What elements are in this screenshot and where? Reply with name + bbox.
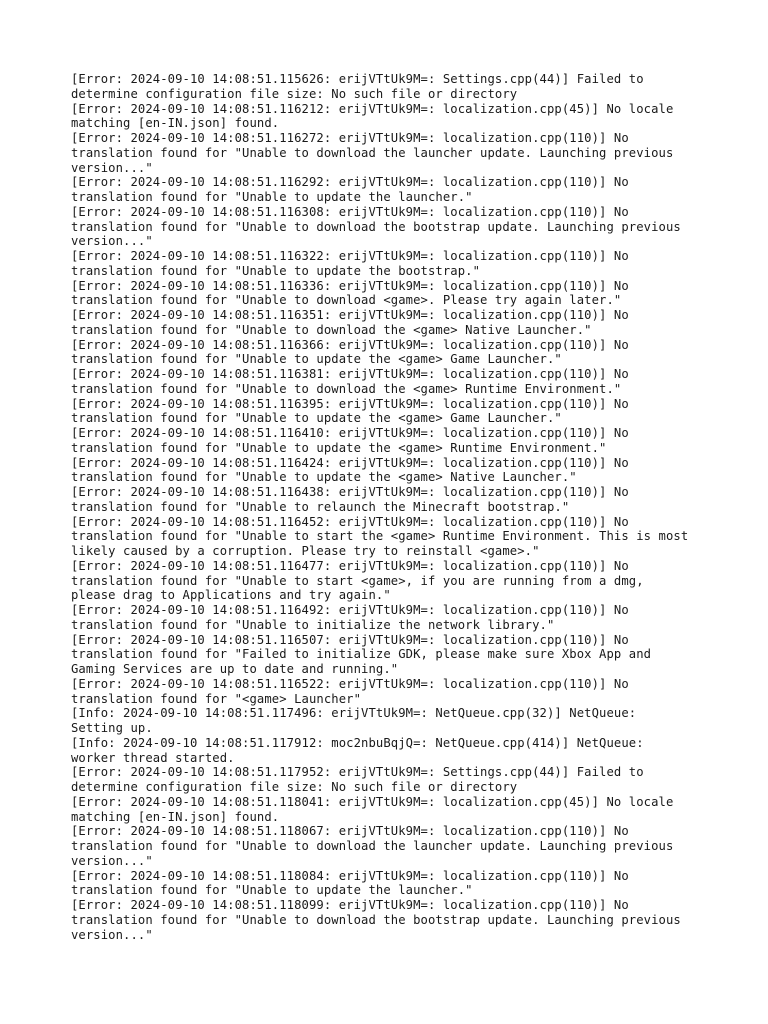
log-entry: [Error: 2024-09-10 14:08:51.118067: erijVTtUk9M=: localization.cpp(110)] No translation found for "Unable to download the launcher update. Launching previous version..." [71,824,674,868]
log-document [71,72,711,942]
log-entry: [Error: 2024-09-10 14:08:51.116351: erijVTtUk9M=: localization.cpp(110)] No translation found for "Unable to download the <game> Native Launcher." [71,308,629,337]
log-entry: [Error: 2024-09-10 14:08:51.116477: erijVTtUk9M=: localization.cpp(110)] No translation found for "Unable to start <game>, if you are running from a dmg, please drag to Applications and try again." [71,558,644,603]
log-entry: [Error: 2024-09-10 14:08:51.116452: erijVTtUk9M=: localization.cpp(110)] No translation found for "Unable to start the <game> Runtime Environment. This is most likely caused by a corruption. Please try to reinstall <game>." [71,514,689,558]
log-entry: [Error: 2024-09-10 14:08:51.116410: erijVTtUk9M=: localization.cpp(110)] No translation found for "Unable to update the <game> Runtime Environment." [71,426,629,455]
log-entry: [Error: 2024-09-10 14:08:51.116522: erijVTtUk9M=: localization.cpp(110)] No translation found for "<game> Launcher" [71,676,629,706]
log-entry: [Error: 2024-09-10 14:08:51.116424: erijVTtUk9M=: localization.cpp(110)] No translation found for "Unable to update the <game> Native Launcher." [71,455,629,485]
log-entry: [Error: 2024-09-10 14:08:51.116336: erijVTtUk9M=: localization.cpp(110)] No translation found for "Unable to download <game>. Please try again later." [71,278,629,308]
log-entry: [Error: 2024-09-10 14:08:51.116322: erijVTtUk9M=: localization.cpp(110)] No translation found for "Unable to update the bootstrap." [71,249,629,278]
log-entry: [Info: 2024-09-10 14:08:51.117912: moc2nbuBqjQ=: NetQueue.cpp(414)] NetQueue: worker thread started. [71,735,644,765]
log-entry: [Info: 2024-09-10 14:08:51.117496: erijVTtUk9M=: NetQueue.cpp(32)] NetQueue: Setting up. [71,706,637,735]
log-entry: [Error: 2024-09-10 14:08:51.116308: erijVTtUk9M=: localization.cpp(110)] No translation found for "Unable to download the bootstrap update. Launching previous version..." [71,204,681,249]
log-entry: [Error: 2024-09-10 14:08:51.116292: erijVTtUk9M=: localization.cpp(110)] No translation found for "Unable to update the launcher." [71,175,629,204]
log-entry: [Error: 2024-09-10 14:08:51.118099: erijVTtUk9M=: localization.cpp(110)] No translation found for "Unable to download the bootstrap update. Launching previous version..." [71,898,681,942]
log-entry: [Error: 2024-09-10 14:08:51.118041: erijVTtUk9M=: localization.cpp(45)] No locale matching [en-IN.json] found. [71,794,674,824]
log-entry: [Error: 2024-09-10 14:08:51.116492: erijVTtUk9M=: localization.cpp(110)] No translation found for "Unable to initialize the network library." [71,603,629,632]
log-entry: [Error: 2024-09-10 14:08:51.116395: erijVTtUk9M=: localization.cpp(110)] No translation found for "Unable to update the <game> Game Launcher." [71,396,629,426]
log-entry: [Error: 2024-09-10 14:08:51.117952: erijVTtUk9M=: Settings.cpp(44)] Failed to determine configuration file size: No such file or directory [71,765,644,794]
log-entry: [Error: 2024-09-10 14:08:51.118084: erijVTtUk9M=: localization.cpp(110)] No translation found for "Unable to update the launcher." [71,868,629,898]
log-entry: [Error: 2024-09-10 14:08:51.116366: erijVTtUk9M=: localization.cpp(110)] No translation found for "Unable to update the <game> Game Launcher." [71,337,629,367]
log-entry: [Error: 2024-09-10 14:08:51.116507: erijVTtUk9M=: localization.cpp(110)] No translation found for "Failed to initialize GDK, please make sure Xbox App and Gaming Services are up to date and running." [71,632,652,676]
log-entry: [Error: 2024-09-10 14:08:51.115626: erijVTtUk9M=: Settings.cpp(44)] Failed to determine configuration file size: No such file or directory [71,72,644,101]
log-entry: [Error: 2024-09-10 14:08:51.116381: erijVTtUk9M=: localization.cpp(110)] No translation found for "Unable to download the <game> Runtime Environment." [71,367,629,396]
log-entry: [Error: 2024-09-10 14:08:51.116212: erijVTtUk9M=: localization.cpp(45)] No locale matching [en-IN.json] found. [71,101,674,131]
log-entry: [Error: 2024-09-10 14:08:51.116272: erijVTtUk9M=: localization.cpp(110)] No translation found for "Unable to download the launcher update. Launching previous version..." [71,131,674,175]
log-entry: [Error: 2024-09-10 14:08:51.116438: erijVTtUk9M=: localization.cpp(110)] No translation found for "Unable to relaunch the Minecraft bootstrap." [71,485,629,514]
